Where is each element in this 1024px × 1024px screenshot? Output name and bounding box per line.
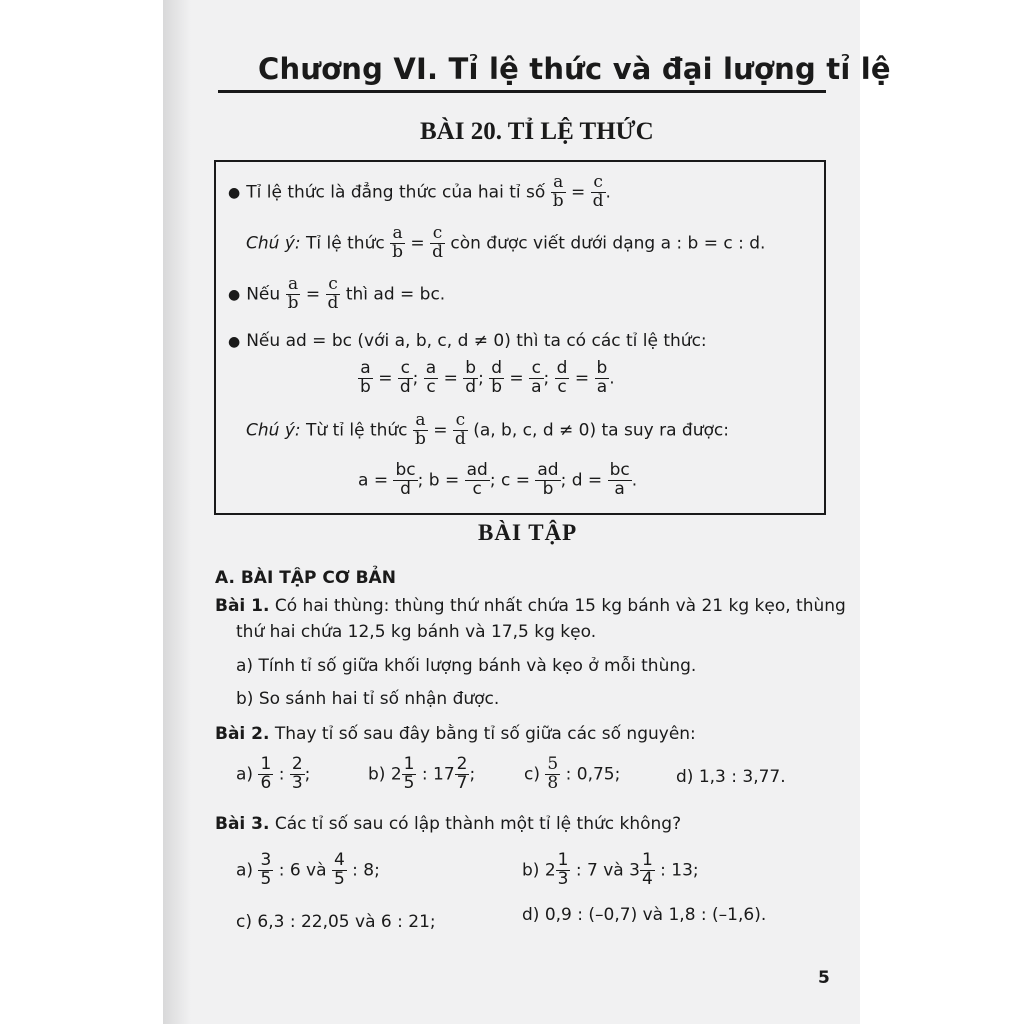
- bai2-part-a: a) $\frac{1}{6}$ : $\frac{2}{3}$ ;: [236, 754, 311, 793]
- bullet-icon: ●: [228, 287, 241, 304]
- theory-line-3: ● Nếu ad = bc (với a, b, c, d ≠ 0) thì ta có các tỉ lệ thức:: [228, 331, 707, 351]
- chapter-title: Chương VI. Tỉ lệ thức và đại lượng tỉ lệ: [258, 52, 891, 86]
- bai2-part-b: b) 2 $\frac{1}{5}$ : 17 $\frac{2}{7}$ ;: [368, 754, 476, 793]
- theory-line-2: ● Nếu $\frac{a}{b}$ = $\frac{c}{d}$ thì ad = bc.: [228, 274, 446, 313]
- page-number: 5: [818, 968, 830, 988]
- bai3-part-c: c) 6,3 : 22,05 và 6 : 21;: [236, 912, 436, 932]
- bai2-part-d: d) 1,3 : 3,77.: [676, 767, 786, 787]
- bai3-part-d: d) 0,9 : (–0,7) và 1,8 : (–1,6).: [522, 905, 767, 925]
- lesson-title: BÀI 20. TỈ LỆ THỨC: [420, 118, 654, 145]
- theory-note-2: Chú ý: Từ tỉ lệ thức $\frac{a}{b}$ = $\frac{c}{d}$ (a, b, c, d ≠ 0) ta suy ra được:: [246, 410, 729, 449]
- bai1-part-a: a) Tính tỉ số giữa khối lượng bánh và kẹo ở mỗi thùng.: [236, 656, 697, 676]
- bai2-line: Bài 2. Thay tỉ số sau đây bằng tỉ số giữa các số nguyên:: [215, 724, 696, 744]
- theory-note-1: Chú ý: Tỉ lệ thức $\frac{a}{b}$ = $\frac{c}{d}$ còn được viết dưới dạng a : b = c : d.: [246, 223, 766, 262]
- bai3-part-b: b) 2 $\frac{1}{3}$ : 7 và 3 $\frac{1}{4}$ : 13;: [522, 850, 699, 889]
- proportions-list: $\frac{a}{b}$ = $\frac{c}{d}$ ; $\frac{a}{c}$ = $\frac{b}{d}$ ; $\frac{d}{b}$ = $\frac{c}{a}$ ; $\frac{d}{c}$ = $\frac{b}{a}$ .: [360, 358, 615, 397]
- page-gutter-shadow: [163, 0, 191, 1024]
- theory-line-1: ● Tỉ lệ thức là đẳng thức của hai tỉ số $\frac{a}{b}$ = $\frac{c}{d}$ .: [228, 172, 611, 211]
- bai1-line-2: thứ hai chứa 12,5 kg bánh và 17,5 kg kẹo.: [236, 622, 597, 642]
- bai3-line: Bài 3. Các tỉ số sau có lập thành một tỉ lệ thức không?: [215, 814, 682, 834]
- bullet-icon: ●: [228, 334, 241, 350]
- bai2-part-c: c) $\frac{5}{8}$ : 0,75;: [524, 754, 621, 793]
- bullet-icon: ●: [228, 185, 241, 202]
- section-heading: A. BÀI TẬP CƠ BẢN: [215, 568, 396, 588]
- derived-values: a = $\frac{bc}{d}$ ; b = $\frac{ad}{c}$ ; c = $\frac{ad}{b}$ ; d = $\frac{bc}{a}$ .: [358, 460, 638, 499]
- bai1-part-b: b) So sánh hai tỉ số nhận được.: [236, 689, 500, 709]
- exercises-title: BÀI TẬP: [478, 520, 578, 545]
- bai3-part-a: a) $\frac{3}{5}$ : 6 và $\frac{4}{5}$ : 8;: [236, 850, 380, 889]
- bai1-line-1: Bài 1. Có hai thùng: thùng thứ nhất chứa 15 kg bánh và 21 kg kẹo, thùng: [215, 596, 846, 616]
- chapter-underline: [218, 90, 826, 93]
